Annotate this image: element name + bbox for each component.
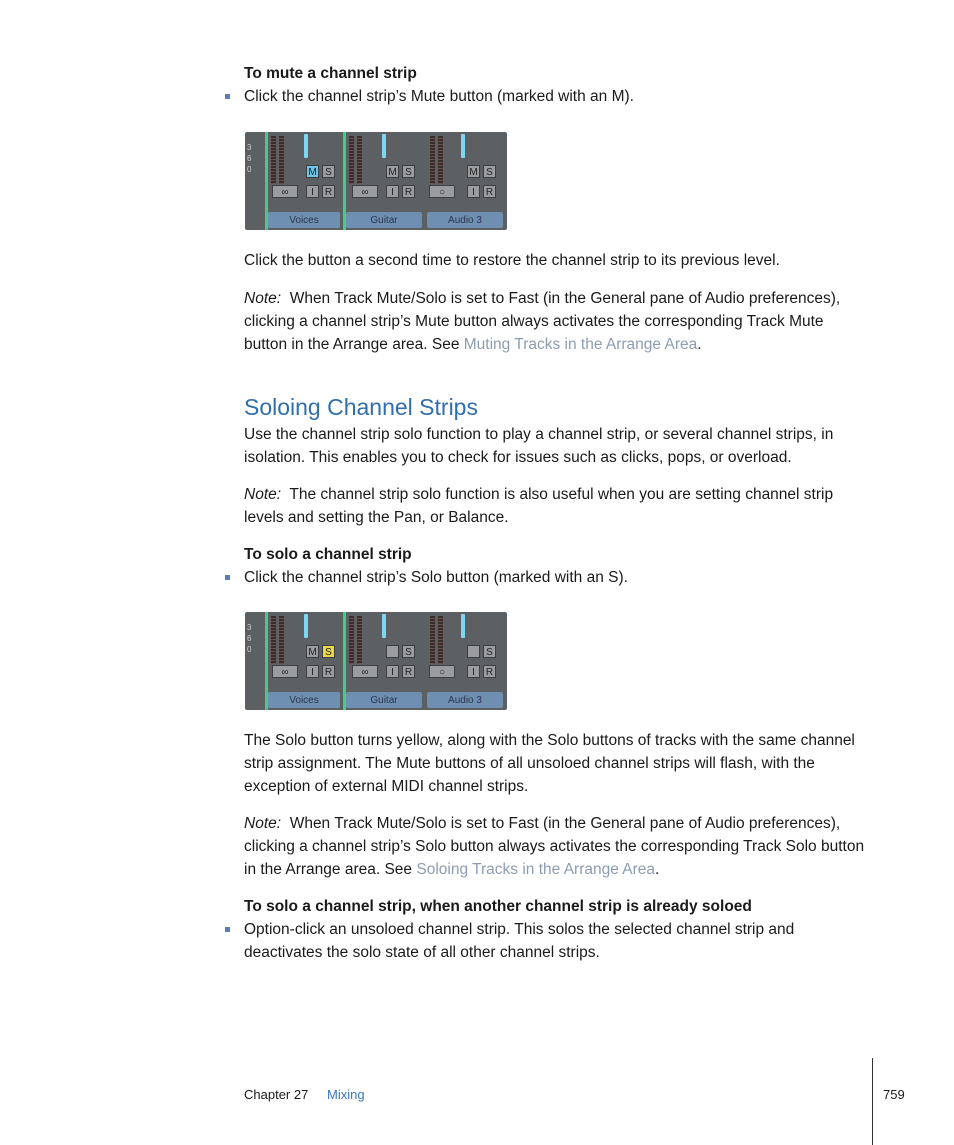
body-text: strip assignment. The Mute buttons of all unsoloed channel strips will flash, with the: [244, 755, 815, 772]
fader-handle[interactable]: [304, 134, 308, 158]
link-button[interactable]: ○: [429, 665, 455, 678]
link-button[interactable]: ∞: [272, 185, 298, 198]
solo-button[interactable]: S: [402, 645, 415, 658]
strip-name-guitar[interactable]: Guitar: [346, 692, 422, 708]
solo-procedure-heading: To solo a channel strip: [244, 546, 412, 563]
level-meter: [357, 136, 362, 184]
level-meter: [349, 136, 354, 184]
note-label: Note:: [244, 815, 282, 832]
input-button[interactable]: I: [306, 185, 319, 198]
solo-intro: [244, 423, 884, 469]
note-text: When Track Mute/Solo is set to Fast (in the General pane of Audio preferences),: [289, 815, 841, 832]
footer-section-link[interactable]: Mixing: [327, 1087, 365, 1102]
footer-chapter: Chapter 27: [244, 1087, 309, 1102]
level-meter: [430, 136, 435, 184]
fader-handle[interactable]: [461, 614, 465, 638]
strip-name-audio3[interactable]: Audio 3: [427, 212, 503, 228]
link-button[interactable]: ∞: [352, 185, 378, 198]
intro-text: Use the channel strip solo function to play a channel strip, or several channel strips, in: [244, 426, 834, 443]
solo-button[interactable]: S: [322, 165, 335, 178]
mute-button[interactable]: M: [306, 165, 319, 178]
level-meter: [271, 616, 276, 664]
note-text: The channel strip solo function is also useful when you are setting channel strip: [289, 486, 834, 503]
strip-name-audio3[interactable]: Audio 3: [427, 692, 503, 708]
mute-note: [244, 287, 884, 356]
channel-strip-voices: [268, 612, 342, 710]
note-label: Note:: [244, 486, 282, 503]
record-button[interactable]: R: [322, 185, 335, 198]
input-button[interactable]: I: [467, 665, 480, 678]
strip-name-voices[interactable]: Voices: [268, 692, 340, 708]
record-button[interactable]: R: [402, 665, 415, 678]
solo-exclusive-heading: To solo a channel strip, when another channel strip is already soloed: [244, 898, 752, 915]
mute-bullet-text: Click the channel strip’s Mute button (marked with an M).: [244, 88, 634, 105]
bullet-text: deactivates the solo state of all other channel strips.: [244, 944, 600, 961]
body-text: exception of external MIDI channel strips.: [244, 778, 529, 795]
note-period: .: [655, 861, 660, 878]
level-scale: 3 6 0: [247, 623, 252, 654]
solo-button[interactable]: S: [483, 165, 496, 178]
fader-handle[interactable]: [304, 614, 308, 638]
input-button[interactable]: I: [306, 665, 319, 678]
mute-button[interactable]: [386, 645, 399, 658]
note-text: button in the Arrange area. See: [244, 336, 460, 353]
fader-handle[interactable]: [461, 134, 465, 158]
bullet-marker: [225, 927, 230, 932]
footer-divider: [872, 1058, 873, 1145]
channel-strip-audio3: [427, 132, 505, 230]
input-button[interactable]: I: [386, 185, 399, 198]
record-button[interactable]: R: [402, 185, 415, 198]
link-button[interactable]: ∞: [272, 665, 298, 678]
note-period: .: [697, 336, 702, 353]
note-text: When Track Mute/Solo is set to Fast (in the General pane of Audio preferences),: [289, 290, 841, 307]
link-button[interactable]: ∞: [352, 665, 378, 678]
channel-strip-audio3: [427, 612, 505, 710]
note-text: clicking a channel strip’s Mute button always activates the corresponding Track Mute: [244, 313, 824, 330]
mute-procedure-heading: To mute a channel strip: [244, 65, 417, 82]
note-text: levels and setting the Pan, or Balance.: [244, 509, 509, 526]
note-text: clicking a channel strip’s Solo button always activates the corresponding Track Solo button: [244, 838, 865, 855]
mixer-solo-figure: [245, 612, 507, 710]
link-button[interactable]: ○: [429, 185, 455, 198]
record-button[interactable]: R: [322, 665, 335, 678]
solo-note-1: [244, 483, 884, 529]
fader-handle[interactable]: [382, 614, 386, 638]
level-meter: [279, 136, 284, 184]
level-meter: [349, 616, 354, 664]
record-button[interactable]: R: [483, 185, 496, 198]
channel-strip-guitar: [346, 132, 426, 230]
soloing-tracks-link[interactable]: Soloing Tracks in the Arrange Area: [416, 861, 656, 878]
solo-button[interactable]: S: [322, 645, 335, 658]
strip-name-guitar[interactable]: Guitar: [346, 212, 422, 228]
intro-text: isolation. This enables you to check for issues such as clicks, pops, or overload.: [244, 449, 792, 466]
bullet-text: Option-click an unsoloed channel strip. This solos the selected channel strip and: [244, 921, 795, 938]
bullet-marker: [225, 575, 230, 580]
section-title: Soloing Channel Strips: [244, 394, 478, 420]
note-text: in the Arrange area. See: [244, 861, 413, 878]
record-button[interactable]: R: [483, 665, 496, 678]
note-label: Note:: [244, 290, 282, 307]
input-button[interactable]: I: [386, 665, 399, 678]
solo-bullet-text: Click the channel strip’s Solo button (marked with an S).: [244, 569, 628, 586]
mixer-mute-figure: [245, 132, 507, 230]
input-button[interactable]: I: [467, 185, 480, 198]
mute-after-text: Click the button a second time to restore the channel strip to its previous level.: [244, 252, 780, 269]
channel-strip-voices: [268, 132, 342, 230]
solo-after: [244, 729, 884, 798]
solo-exclusive-bullet: [244, 918, 884, 964]
solo-button[interactable]: S: [483, 645, 496, 658]
mute-button[interactable]: [467, 645, 480, 658]
level-meter: [271, 136, 276, 184]
level-meter: [438, 136, 443, 184]
level-meter: [357, 616, 362, 664]
body-text: The Solo button turns yellow, along with the Solo buttons of tracks with the same channel: [244, 732, 855, 749]
mute-button[interactable]: M: [467, 165, 480, 178]
page-number: 759: [883, 1087, 905, 1102]
channel-strip-guitar: [346, 612, 426, 710]
mute-button[interactable]: M: [306, 645, 319, 658]
muting-tracks-link[interactable]: Muting Tracks in the Arrange Area: [463, 336, 698, 353]
bullet-marker: [225, 94, 230, 99]
strip-name-voices[interactable]: Voices: [268, 212, 340, 228]
fader-handle[interactable]: [382, 134, 386, 158]
level-scale: 3 6 0: [247, 143, 252, 174]
level-meter: [430, 616, 435, 664]
mute-button[interactable]: M: [386, 165, 399, 178]
level-meter: [438, 616, 443, 664]
level-meter: [279, 616, 284, 664]
solo-note-2: [244, 812, 884, 881]
solo-button[interactable]: S: [402, 165, 415, 178]
